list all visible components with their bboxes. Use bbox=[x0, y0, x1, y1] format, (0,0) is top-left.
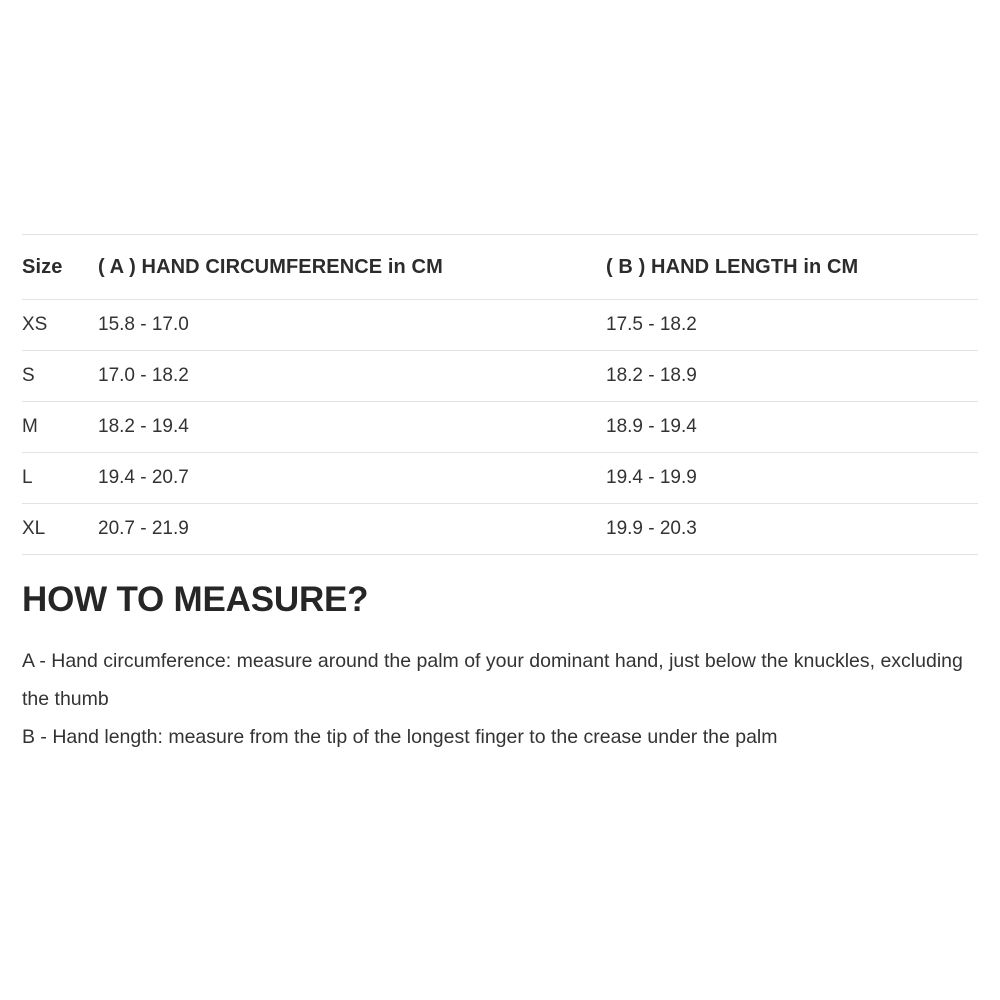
table-header bbox=[22, 235, 978, 300]
cell-hand-length: 18.9 - 19.4 bbox=[606, 402, 978, 453]
cell-size: XL bbox=[22, 504, 98, 555]
cell-hand-circumference: 17.0 - 18.2 bbox=[98, 351, 606, 402]
cell-hand-circumference: 20.7 - 21.9 bbox=[98, 504, 606, 555]
table-body bbox=[22, 300, 978, 555]
measure-instruction-a: A - Hand circumference: measure around the palm of your dominant hand, just below the knuckles, excluding the thumb bbox=[22, 649, 963, 710]
table-header-row bbox=[22, 235, 978, 300]
cell-hand-length: 19.9 - 20.3 bbox=[606, 504, 978, 555]
measure-instruction-b: B - Hand length: measure from the tip of the longest finger to the crease under the palm bbox=[22, 725, 778, 748]
cell-hand-length: 19.4 - 19.9 bbox=[606, 453, 978, 504]
column-header-hand-circumference: ( A ) HAND CIRCUMFERENCE in CM bbox=[98, 235, 606, 300]
table-row bbox=[22, 402, 978, 453]
cell-size: S bbox=[22, 351, 98, 402]
size-chart-table bbox=[22, 234, 978, 555]
table-row bbox=[22, 300, 978, 351]
how-to-measure-instructions bbox=[22, 642, 978, 756]
cell-size: XS bbox=[22, 300, 98, 351]
cell-hand-circumference: 15.8 - 17.0 bbox=[98, 300, 606, 351]
table-row bbox=[22, 351, 978, 402]
cell-hand-circumference: 18.2 - 19.4 bbox=[98, 402, 606, 453]
cell-size: M bbox=[22, 402, 98, 453]
how-to-measure-title: HOW TO MEASURE? bbox=[22, 580, 369, 619]
cell-hand-circumference: 19.4 - 20.7 bbox=[98, 453, 606, 504]
size-guide-content bbox=[22, 234, 978, 756]
cell-hand-length: 17.5 - 18.2 bbox=[606, 300, 978, 351]
cell-hand-length: 18.2 - 18.9 bbox=[606, 351, 978, 402]
column-header-size: Size bbox=[22, 235, 98, 300]
table-row bbox=[22, 504, 978, 555]
cell-size: L bbox=[22, 453, 98, 504]
table-row bbox=[22, 453, 978, 504]
column-header-hand-length: ( B ) HAND LENGTH in CM bbox=[606, 235, 978, 300]
